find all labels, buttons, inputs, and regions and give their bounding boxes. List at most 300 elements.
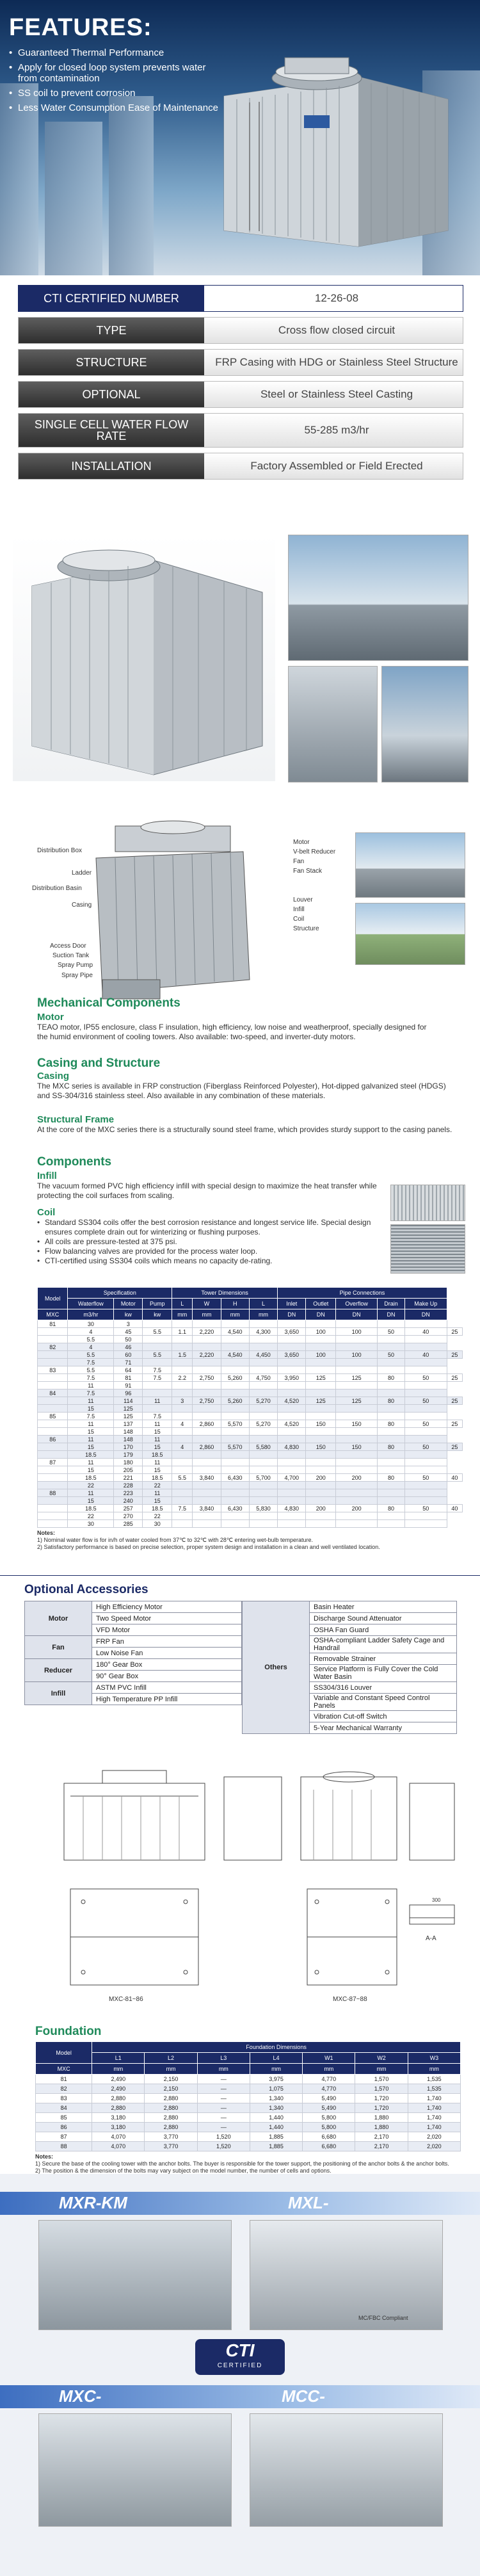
table-cell xyxy=(143,1320,172,1328)
col-unit-header: m3/hr xyxy=(68,1309,114,1320)
table-cell xyxy=(278,1336,306,1343)
table-cell: 4,070 xyxy=(92,2142,145,2151)
table-cell: — xyxy=(197,2094,250,2103)
table-cell xyxy=(172,1343,193,1351)
coil-item: • Flow balancing valves are provided for the process water loop. xyxy=(37,1247,383,1256)
table-cell xyxy=(38,1420,68,1428)
table-cell: 137 xyxy=(114,1420,143,1428)
table-cell xyxy=(336,1497,378,1505)
spec-value: Steel or Stainless Steel Casting xyxy=(260,388,413,400)
col-sub-header: L xyxy=(172,1299,193,1309)
table-cell: 200 xyxy=(306,1474,336,1482)
table-cell: 11 xyxy=(143,1420,172,1428)
table-cell: 50 xyxy=(378,1351,405,1359)
table-cell xyxy=(378,1343,405,1351)
col-sub-header: Make Up xyxy=(404,1299,447,1309)
table-cell: 4,540 xyxy=(221,1328,249,1336)
table-cell xyxy=(336,1405,378,1413)
table-cell xyxy=(378,1359,405,1366)
table-cell: 83 xyxy=(36,2094,92,2103)
col-unit-header: mm xyxy=(249,1309,277,1320)
gallery-photo-mxc xyxy=(38,2413,232,2527)
gallery-label-top-left: MXR-KM xyxy=(59,2193,127,2212)
table-cell xyxy=(38,1451,68,1459)
table-cell: 82 xyxy=(36,2084,92,2094)
table-cell: 1,740 xyxy=(408,2123,460,2132)
specification-table-wrapper xyxy=(37,1287,463,1551)
table-cell xyxy=(38,1382,68,1389)
table-row xyxy=(36,2084,461,2094)
table-row xyxy=(38,1359,463,1366)
table-cell: 11 xyxy=(68,1420,114,1428)
col-unit-header: mm xyxy=(92,2064,145,2075)
table-cell: 5,800 xyxy=(303,2113,355,2123)
table-cell xyxy=(172,1497,193,1505)
table-cell xyxy=(249,1405,277,1413)
table-cell: 2,020 xyxy=(408,2142,460,2151)
table-cell xyxy=(278,1489,306,1497)
table-cell: 80 xyxy=(378,1443,405,1451)
table-cell xyxy=(378,1336,405,1343)
table-cell xyxy=(249,1512,277,1520)
table-cell xyxy=(249,1436,277,1443)
table-cell: 5,830 xyxy=(249,1505,277,1512)
table-cell xyxy=(221,1520,249,1528)
col-sub-header: L4 xyxy=(250,2053,302,2064)
table-cell: 5,260 xyxy=(221,1374,249,1382)
table-cell: 2,220 xyxy=(193,1328,221,1336)
col-sub-header: Pump xyxy=(143,1299,172,1309)
table-cell: 7.5 xyxy=(68,1389,114,1397)
col-unit-header: mm xyxy=(221,1309,249,1320)
drawing-caption-right: MXC-87~88 xyxy=(333,1996,367,2003)
col-group-header: Tower Dimensions xyxy=(172,1288,278,1299)
table-cell: 2,170 xyxy=(355,2142,408,2151)
table-cell: 1,885 xyxy=(250,2132,302,2142)
option-item: VFD Motor xyxy=(92,1624,242,1636)
table-cell xyxy=(336,1466,378,1474)
table-cell xyxy=(221,1336,249,1343)
table-cell xyxy=(249,1497,277,1505)
table-cell: 2,750 xyxy=(193,1397,221,1405)
table-cell xyxy=(221,1459,249,1466)
table-cell xyxy=(278,1389,306,1397)
col-header: Model xyxy=(36,2042,92,2064)
table-cell xyxy=(221,1497,249,1505)
table-cell: 15 xyxy=(143,1466,172,1474)
table-cell: 50 xyxy=(404,1374,447,1382)
cti-logo xyxy=(195,2339,285,2375)
table-cell: 80 xyxy=(378,1474,405,1482)
text-motor: TEAO motor, IP55 enclosure, class F insulation, high efficiency, low noise and weatherproof, specially designed for the humid environment of cooling towers. Also available: two-speed, and inverter-duty motors. xyxy=(37,1023,427,1041)
table-cell xyxy=(143,1389,172,1397)
table-cell: 3 xyxy=(114,1320,143,1328)
table-cell: 15 xyxy=(143,1428,172,1436)
table-cell: — xyxy=(197,2123,250,2132)
table-cell: 82 xyxy=(38,1343,68,1351)
table-cell: 5,570 xyxy=(221,1420,249,1428)
table-row xyxy=(38,1397,463,1405)
table-cell xyxy=(249,1413,277,1420)
table-cell: 1,570 xyxy=(355,2075,408,2084)
table-cell xyxy=(278,1359,306,1366)
gallery-label-bottom-left: MXC- xyxy=(59,2386,102,2406)
table-cell: 1,740 xyxy=(408,2103,460,2113)
table-cell: 18.5 xyxy=(143,1505,172,1512)
table-row xyxy=(38,1320,463,1328)
table-row xyxy=(38,1489,463,1497)
table-cell xyxy=(38,1374,68,1382)
site-photo-1 xyxy=(355,832,465,898)
table-cell xyxy=(404,1359,447,1366)
spec-key: TYPE xyxy=(19,318,204,343)
table-cell xyxy=(378,1413,405,1420)
table-cell xyxy=(221,1482,249,1489)
table-cell: 15 xyxy=(68,1466,114,1474)
table-cell: — xyxy=(197,2103,250,2113)
option-item: Two Speed Motor xyxy=(92,1613,242,1624)
table-cell: 228 xyxy=(114,1482,143,1489)
foundation-note: 2) The position & the dimension of the bolts may vary subject on the model number, the number of cells and options. xyxy=(35,2167,332,2174)
table-cell xyxy=(278,1520,306,1528)
table-cell: 270 xyxy=(114,1512,143,1520)
table-cell xyxy=(249,1459,277,1466)
col-sub-header: Motor xyxy=(114,1299,143,1309)
compliance-note: MC/FBC Compliant xyxy=(358,2315,408,2321)
table-cell xyxy=(172,1512,193,1520)
cti-logo-text: CTI xyxy=(225,2340,255,2360)
table-cell xyxy=(249,1336,277,1343)
table-cell: 2,880 xyxy=(92,2103,145,2113)
table-cell: 3 xyxy=(172,1397,193,1405)
table-cell: 5,580 xyxy=(249,1443,277,1451)
table-row xyxy=(36,2123,461,2132)
table-cell: 1,570 xyxy=(355,2084,408,2094)
table-cell: 71 xyxy=(114,1359,143,1366)
table-cell: 200 xyxy=(306,1505,336,1512)
table-cell: 87 xyxy=(38,1459,68,1466)
table-row xyxy=(38,1466,463,1474)
installation-photo-3 xyxy=(381,666,468,782)
sub-header-row xyxy=(38,1299,463,1309)
table-cell xyxy=(404,1405,447,1413)
table-row xyxy=(38,1328,463,1336)
table-cell xyxy=(306,1489,336,1497)
table-cell: 15 xyxy=(68,1497,114,1505)
table-cell: 150 xyxy=(306,1420,336,1428)
table-row xyxy=(38,1505,463,1512)
col-sub-header: W xyxy=(193,1299,221,1309)
table-cell xyxy=(336,1320,378,1328)
section-title-mechanical: Mechanical Components xyxy=(37,996,180,1010)
table-cell xyxy=(336,1389,378,1397)
table-cell xyxy=(193,1405,221,1413)
table-cell xyxy=(336,1366,378,1374)
table-cell: 86 xyxy=(36,2123,92,2132)
table-cell xyxy=(378,1482,405,1489)
table-cell: 4,300 xyxy=(249,1328,277,1336)
table-cell: 25 xyxy=(447,1397,462,1405)
table-cell: 15 xyxy=(68,1405,114,1413)
table-cell xyxy=(336,1459,378,1466)
table-row xyxy=(38,1336,463,1343)
table-cell: 25 xyxy=(447,1328,462,1336)
table-cell: 2,880 xyxy=(145,2113,197,2123)
table-cell: 30 xyxy=(143,1520,172,1528)
col-sub-header: Overflow xyxy=(336,1299,378,1309)
table-cell: 2,170 xyxy=(355,2132,408,2142)
table-cell xyxy=(221,1413,249,1420)
table-cell xyxy=(172,1359,193,1366)
table-cell: 5,490 xyxy=(303,2094,355,2103)
table-cell: 30 xyxy=(68,1520,114,1528)
table-cell: 125 xyxy=(306,1374,336,1382)
table-cell xyxy=(38,1359,68,1366)
table-cell: 50 xyxy=(378,1328,405,1336)
heading-coil: Coil xyxy=(37,1207,56,1218)
col-unit-header: MXC xyxy=(36,2064,92,2075)
table-cell: 18.5 xyxy=(68,1505,114,1512)
table-cell xyxy=(306,1320,336,1328)
table-cell xyxy=(306,1436,336,1443)
table-cell xyxy=(404,1489,447,1497)
table-cell xyxy=(306,1520,336,1528)
foundation-table xyxy=(35,2041,461,2151)
table-cell xyxy=(221,1436,249,1443)
table-cell xyxy=(378,1405,405,1413)
table-cell xyxy=(336,1436,378,1443)
table-cell: 240 xyxy=(114,1497,143,1505)
table-cell: 2,880 xyxy=(145,2094,197,2103)
table-cell: 91 xyxy=(114,1382,143,1389)
col-sub-header: W3 xyxy=(408,2053,460,2064)
table-cell xyxy=(378,1389,405,1397)
drawing-caption-left: MXC-81~86 xyxy=(109,1996,143,2003)
option-category: Fan xyxy=(25,1636,92,1659)
col-group-header: Specification xyxy=(68,1288,172,1299)
table-cell xyxy=(193,1428,221,1436)
table-cell: 2,020 xyxy=(408,2132,460,2142)
table-cell: 3,650 xyxy=(278,1351,306,1359)
col-unit-header: mm xyxy=(172,1309,193,1320)
table-cell: 3,840 xyxy=(193,1505,221,1512)
table-cell xyxy=(278,1459,306,1466)
table-cell: 150 xyxy=(336,1443,378,1451)
col-sub-header: L1 xyxy=(92,2053,145,2064)
table-cell xyxy=(38,1482,68,1489)
col-unit-header: mm xyxy=(250,2064,302,2075)
table-cell: 100 xyxy=(336,1351,378,1359)
spec-row-cti-number xyxy=(18,285,463,312)
table-cell: 125 xyxy=(336,1397,378,1405)
table-cell: 150 xyxy=(336,1420,378,1428)
table-cell xyxy=(404,1436,447,1443)
table-cell xyxy=(336,1413,378,1420)
text-casing: The MXC series is available in FRP construction (Fiberglass Reinforced Polyester), Hot-dipped galvanized steel (HDGS) and SS-304/316 stainless steel. Also available in any combination of these materials. xyxy=(37,1081,446,1100)
label-distribution-basin: Distribution Basin xyxy=(32,885,82,892)
table-cell: 5.5 xyxy=(143,1351,172,1359)
table-cell: 3,650 xyxy=(278,1328,306,1336)
table-row xyxy=(38,1420,463,1428)
table-cell xyxy=(378,1512,405,1520)
table-cell: 180 xyxy=(114,1459,143,1466)
table-cell: 50 xyxy=(404,1443,447,1451)
spec-note: 1) Nominal water flow is for in/h of water cooled from 37℃ to 32℃ with 28℃ entering wet-bulb temperature. xyxy=(37,1537,314,1543)
table-cell xyxy=(404,1389,447,1397)
table-cell: 148 xyxy=(114,1428,143,1436)
option-item: Variable and Constant Speed Control Panels xyxy=(310,1694,457,1711)
table-cell xyxy=(306,1405,336,1413)
table-cell xyxy=(306,1497,336,1505)
feature-item: • Guaranteed Thermal Performance xyxy=(9,47,220,58)
table-cell: 46 xyxy=(114,1343,143,1351)
table-cell: 60 xyxy=(114,1351,143,1359)
table-cell: 3,975 xyxy=(250,2075,302,2084)
table-cell xyxy=(193,1497,221,1505)
table-cell: 4,750 xyxy=(249,1374,277,1382)
table-cell: 7.5 xyxy=(143,1366,172,1374)
table-cell xyxy=(172,1320,193,1328)
spec-value: Factory Assembled or Field Erected xyxy=(250,460,423,472)
hero-banner xyxy=(0,0,480,275)
table-cell xyxy=(336,1520,378,1528)
table-cell: 148 xyxy=(114,1436,143,1443)
table-cell xyxy=(193,1320,221,1328)
table-row xyxy=(38,1443,463,1451)
table-cell: 11 xyxy=(68,1382,114,1389)
table-cell xyxy=(306,1413,336,1420)
table-cell: 85 xyxy=(36,2113,92,2123)
table-cell xyxy=(378,1436,405,1443)
table-cell: 96 xyxy=(114,1389,143,1397)
table-cell xyxy=(306,1451,336,1459)
col-unit-header: kw xyxy=(143,1309,172,1320)
table-cell: 4,540 xyxy=(221,1351,249,1359)
table-cell xyxy=(38,1512,68,1520)
table-cell xyxy=(249,1389,277,1397)
col-header: Model xyxy=(38,1288,68,1309)
table-cell xyxy=(143,1343,172,1351)
table-cell: 3,180 xyxy=(92,2123,145,2132)
table-cell xyxy=(249,1482,277,1489)
table-row xyxy=(38,1389,463,1397)
option-item: 90° Gear Box xyxy=(92,1671,242,1682)
spec-key: INSTALLATION xyxy=(19,453,204,479)
table-cell: 5,260 xyxy=(221,1397,249,1405)
table-cell xyxy=(172,1436,193,1443)
gallery-photo-mcc xyxy=(250,2413,443,2527)
table-cell: 7.5 xyxy=(68,1359,114,1366)
options-table-right xyxy=(242,1601,457,1734)
building-silhouette xyxy=(45,122,102,275)
col-sub-header: L3 xyxy=(197,2053,250,2064)
option-item: SS304/316 Louver xyxy=(310,1682,457,1694)
drawing-dimension: 300 xyxy=(432,1897,441,1903)
table-cell: 2,490 xyxy=(92,2084,145,2094)
table-cell: 40 xyxy=(404,1328,447,1336)
table-cell xyxy=(221,1343,249,1351)
table-cell xyxy=(378,1428,405,1436)
option-item: Low Noise Fan xyxy=(92,1648,242,1659)
table-cell xyxy=(249,1489,277,1497)
feature-item: • SS coil to prevent corrosion xyxy=(9,88,220,99)
cti-logo-subtext: CERTIFIED xyxy=(217,2362,263,2369)
table-cell xyxy=(378,1520,405,1528)
table-cell: — xyxy=(197,2075,250,2084)
table-cell xyxy=(172,1366,193,1374)
table-cell: 125 xyxy=(336,1374,378,1382)
option-item: Vibration Cut-off Switch xyxy=(310,1711,457,1722)
heading-structural-frame: Structural Frame xyxy=(37,1114,115,1125)
table-cell: 1,740 xyxy=(408,2113,460,2123)
table-cell: 1,740 xyxy=(408,2094,460,2103)
option-category: Others xyxy=(243,1601,310,1734)
table-cell xyxy=(278,1343,306,1351)
heading-casing: Casing xyxy=(37,1071,70,1081)
table-cell xyxy=(172,1428,193,1436)
spec-key: SINGLE CELL WATER FLOW RATE xyxy=(19,414,204,447)
col-sub-header: H xyxy=(221,1299,249,1309)
table-cell xyxy=(249,1343,277,1351)
label-louver: Louver xyxy=(293,896,313,903)
table-cell xyxy=(193,1413,221,1420)
table-row xyxy=(36,2094,461,2103)
option-category: Reducer xyxy=(25,1659,92,1682)
table-cell: — xyxy=(197,2113,250,2123)
table-cell: 18.5 xyxy=(68,1474,114,1482)
table-cell: 11 xyxy=(143,1436,172,1443)
table-cell: 50 xyxy=(114,1336,143,1343)
table-cell: 2,880 xyxy=(145,2123,197,2132)
table-cell: 223 xyxy=(114,1489,143,1497)
col-sub-header: Inlet xyxy=(278,1299,306,1309)
label-coil: Coil xyxy=(293,916,305,923)
heading-infill: Infill xyxy=(37,1171,57,1181)
table-cell xyxy=(249,1451,277,1459)
spec-row-flow-rate xyxy=(18,413,463,448)
technical-drawings xyxy=(32,1758,467,2027)
section-title-optional: Optional Accessories xyxy=(24,1583,148,1596)
table-cell xyxy=(378,1459,405,1466)
table-cell xyxy=(221,1359,249,1366)
table-cell xyxy=(278,1466,306,1474)
table-cell: 1,720 xyxy=(355,2094,408,2103)
table-cell xyxy=(221,1320,249,1328)
table-cell xyxy=(38,1505,68,1512)
features-title: FEATURES: xyxy=(9,14,152,41)
table-cell xyxy=(378,1320,405,1328)
table-cell: 150 xyxy=(306,1443,336,1451)
table-cell xyxy=(38,1397,68,1405)
table-row xyxy=(38,1482,463,1489)
label-ladder: Ladder xyxy=(72,870,92,877)
table-cell xyxy=(306,1466,336,1474)
table-cell: 4,770 xyxy=(303,2084,355,2094)
option-item: High Efficiency Motor xyxy=(92,1601,242,1613)
table-cell: 18.5 xyxy=(68,1451,114,1459)
table-cell xyxy=(38,1466,68,1474)
table-cell: 4 xyxy=(172,1443,193,1451)
site-photo-2 xyxy=(355,903,465,965)
spec-key: OPTIONAL xyxy=(19,382,204,407)
table-cell: 1,535 xyxy=(408,2084,460,2094)
table-cell: 18.5 xyxy=(143,1474,172,1482)
col-sub-header: W2 xyxy=(355,2053,408,2064)
table-cell: 3,950 xyxy=(278,1374,306,1382)
table-cell xyxy=(404,1466,447,1474)
table-cell xyxy=(193,1459,221,1466)
table-cell: 1,535 xyxy=(408,2075,460,2084)
